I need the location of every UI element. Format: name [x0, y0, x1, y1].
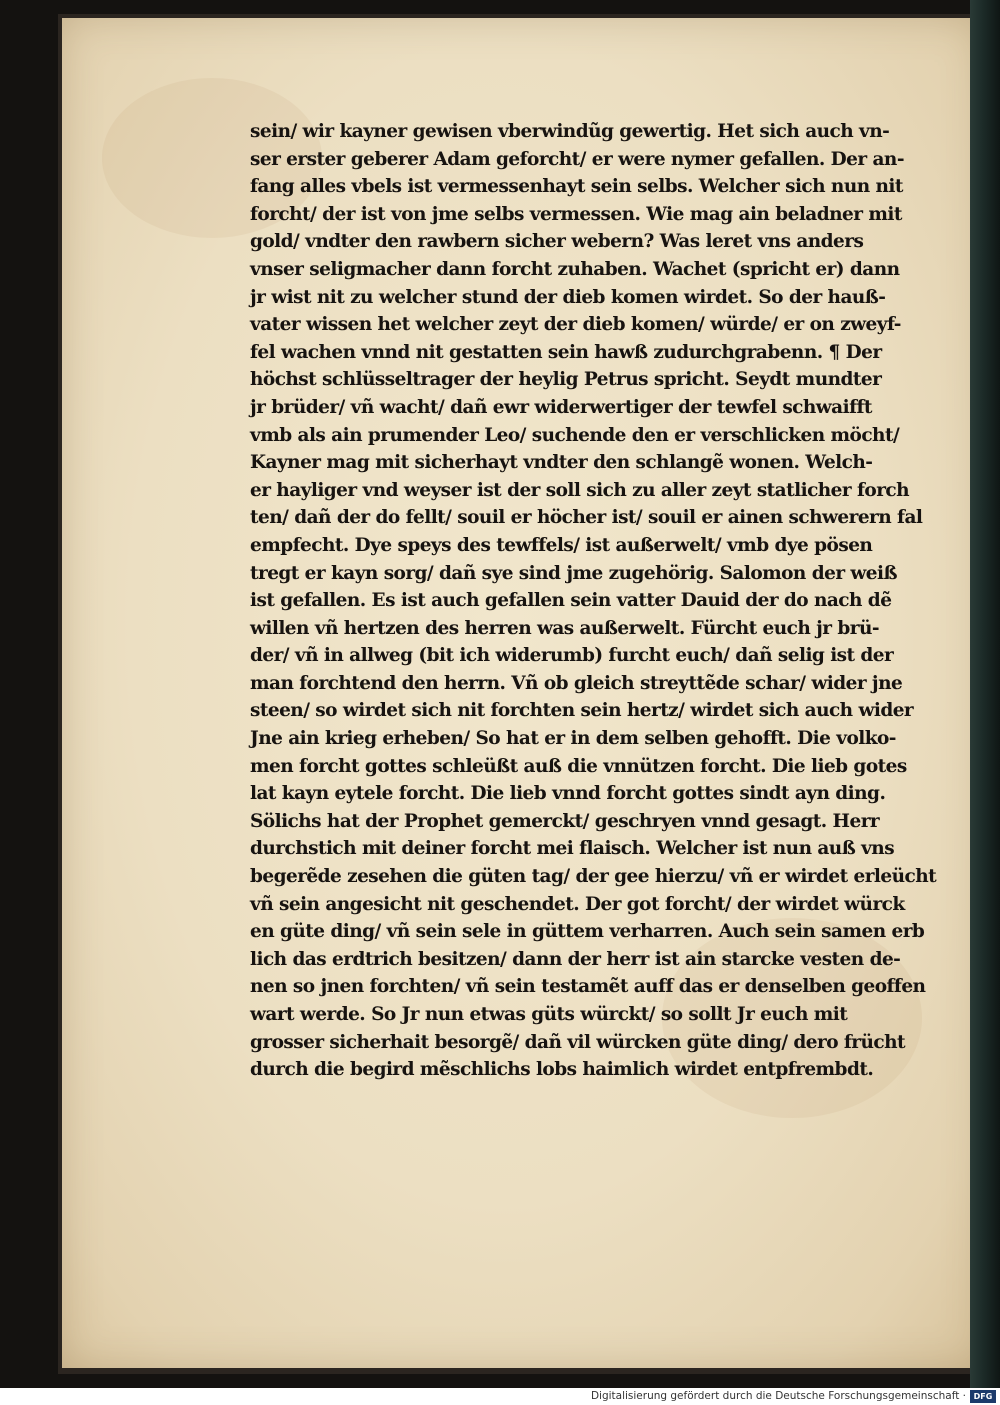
text-line: ser erster geberer Adam geforcht/ er were nymer gefallen. Der an-: [250, 148, 904, 170]
text-line: willen vñ hertzen des herren was außerwelt. Fürcht euch jr brü-: [250, 617, 879, 639]
text-line: grosser sicherhait besorgẽ/ dañ vil würcken güte ding/ dero frücht: [250, 1031, 906, 1053]
text-line: ten/ dañ der do fellt/ souil er höcher ist/ souil er ainen schwerern fal: [250, 507, 923, 529]
text-line: sein/ wir kayner gewisen vberwindũg gewertig. Het sich auch vn-: [250, 121, 890, 142]
text-line: empfecht. Dye speys des tewffels/ ist außerwelt/ vmb dye pösen: [250, 534, 873, 556]
text-line: vnser seligmacher dann forcht zuhaben. Wachet (spricht er) dann: [250, 258, 900, 280]
text-line: der/ vñ in allweg (bit ich widerumb) furcht euch/ dañ selig ist der: [250, 645, 894, 667]
footer-bar: [0, 1388, 1000, 1405]
body-text: [250, 118, 937, 1084]
text-line: höchst schlüsseltrager der heylig Petrus spricht. Seydt mundter: [250, 369, 882, 391]
text-line: fel wachen vnnd nit gestatten sein hawß zudurchgrabenn. ¶ Der: [250, 341, 882, 363]
text-line: fang alles vbels ist vermessenhayt sein selbs. Welcher sich nun nit: [250, 176, 903, 198]
book-binding-edge: [970, 0, 1000, 1388]
text-line: Sölichs hat der Prophet gemerckt/ geschryen vnnd gesagt. Herr: [250, 810, 880, 832]
text-line: man forchtend den herrn. Vñ ob gleich streyttẽde schar/ wider jne: [250, 672, 903, 694]
text-line: Kayner mag mit sicherhayt vndter den schlangẽ wonen. Welch-: [250, 452, 873, 474]
funding-credit: Digitalisierung gefördert durch die Deutsche Forschungsgemeinschaft ·: [590, 1390, 966, 1402]
text-line: wart werde. So Jr nun etwas güts würckt/ so sollt Jr euch mit: [250, 1004, 848, 1025]
text-line: steen/ so wirdet sich nit forchten sein hertz/ wirdet sich auch wider: [250, 700, 914, 722]
text-line: durchstich mit deiner forcht mei flaisch. Welcher ist nun auß vns: [250, 838, 895, 860]
text-line: durch die begird mẽschlichs lobs haimlich wirdet entpfrembdt.: [250, 1059, 874, 1081]
text-line: lat kayn eytele forcht. Die lieb vnnd forcht gottes sindt ayn ding.: [250, 783, 886, 805]
text-line: forcht/ der ist von jme selbs vermessen. Wie mag ain beladner mit: [250, 203, 902, 225]
text-line: jr wist nit zu welcher stund der dieb komen wirdet. So der hauß-: [250, 286, 886, 308]
dfg-logo: DFG: [970, 1390, 996, 1403]
text-line: begerẽde zesehen die güten tag/ der gee hierzu/ vñ er wirdet erleücht: [250, 866, 937, 888]
text-line: tregt er kayn sorg/ dañ sye sind jme zugehörig. Salomon der weiß: [250, 562, 897, 584]
text-line: vmb als ain prumender Leo/ suchende den er verschlicken möcht/: [250, 424, 900, 446]
text-line: men forcht gottes schleüßt auß die vnnützen forcht. Die lieb gotes: [250, 755, 907, 777]
text-line: vñ sein angesicht nit geschendet. Der got forcht/ der wirdet würck: [250, 893, 905, 915]
text-line: gold/ vndter den rawbern sicher webern? Was leret vns anders: [250, 231, 864, 253]
text-line: nen so jnen forchten/ vñ sein testamẽt auff das er denselben geoffen: [250, 976, 926, 998]
text-line: er hayliger vnd weyser ist der soll sich zu aller zeyt statlicher forch: [250, 479, 910, 501]
text-line: vater wissen het welcher zeyt der dieb komen/ würde/ er on zweyf-: [250, 314, 901, 336]
text-line: en güte ding/ vñ sein sele in güttem verharren. Auch sein samen erb: [250, 921, 925, 943]
text-line: Jne ain krieg erheben/ So hat er in dem selben gehofft. Die volko-: [250, 728, 896, 750]
text-line: jr brüder/ vñ wacht/ dañ ewr widerwertiger der tewfel schwaifft: [250, 396, 872, 418]
text-line: ist gefallen. Es ist auch gefallen sein vatter Dauid der do nach dẽ: [250, 590, 892, 612]
text-line: lich das erdtrich besitzen/ dann der herr ist ain starcke vesten de-: [250, 948, 901, 970]
